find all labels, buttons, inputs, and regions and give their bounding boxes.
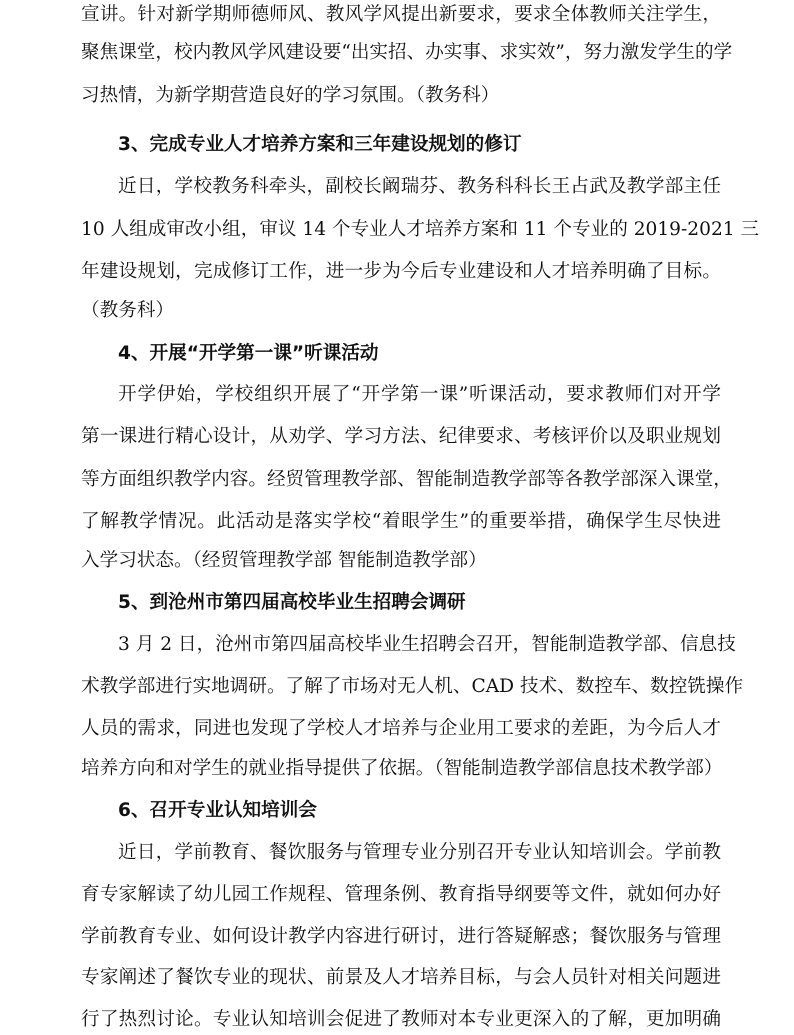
paragraph-line: 了解教学情况。此活动是落实学校“着眼学生”的重要举措，确保学生尽快进 <box>81 511 721 532</box>
paragraph-line: 等方面组织教学内容。经贸管理教学部、智能制造教学部等各教学部深入课堂， <box>81 469 732 490</box>
paragraph-line: 聚焦课堂，校内教风学风建设要“出实招、办实事、求实效”，努力激发学生的学 <box>81 42 733 63</box>
paragraph-line: 年建设规划，完成修订工作，进一步为今后专业建设和人才培养明确了目标。 <box>81 261 721 282</box>
paragraph-line: 近日，学前教育、餐饮服务与管理专业分别召开专业认知培训会。学前教 <box>118 842 721 863</box>
paragraph-line: 学前教育专业、如何设计教学内容进行研讨，进行答疑解惑；餐饮服务与管理 <box>81 926 721 947</box>
paragraph-line: 近日，学校教务科牵头，副校长阚瑞芬、教务科科长王占武及教学部主任 <box>118 176 721 197</box>
section-heading: 6、召开专业认知培训会 <box>118 800 317 821</box>
paragraph-line: 入学习状态。（经贸管理教学部 智能制造教学部） <box>81 550 487 571</box>
paragraph-line: （教务科） <box>81 300 174 321</box>
paragraph-line: 第一课进行精心设计，从劝学、学习方法、纪律要求、考核评价以及职业规划 <box>81 426 721 447</box>
paragraph-line: 术教学部进行实地调研。了解了市场对无人机、CAD 技术、数控车、数控铣操作 <box>81 676 744 697</box>
section-heading: 4、开展“开学第一课”听课活动 <box>118 343 379 364</box>
paragraph-line: 习热情，为新学期营造良好的学习氛围。（教务科） <box>81 85 500 106</box>
paragraph-line: 10 人组成审改小组，审议 14 个专业人才培养方案和 11 个专业的 2019-2021 三 <box>81 219 760 240</box>
paragraph-line: 人员的需求，同进也发现了学校人才培养与企业用工要求的差距，为今后人才 <box>81 718 721 739</box>
section-heading: 3、完成专业人才培养方案和三年建设规划的修订 <box>118 134 522 155</box>
paragraph-line: 3 月 2 日，沧州市第四届高校毕业生招聘会召开，智能制造教学部、信息技 <box>118 634 736 655</box>
paragraph-line: 开学伊始，学校组织开展了“开学第一课”听课活动，要求教师们对开学 <box>118 384 721 405</box>
paragraph-line: 专家阐述了餐饮专业的现状、前景及人才培养目标，与会人员针对相关问题进 <box>81 967 721 988</box>
paragraph-line: 宣讲。针对新学期师德师风、教风学风提出新要求，要求全体教师关注学生， <box>81 4 721 25</box>
paragraph-line: 育专家解读了幼儿园工作规程、管理条例、教育指导纲要等文件，就如何办好 <box>81 884 721 905</box>
paragraph-line: 行了热烈讨论。专业认知培训会促进了教师对本专业更深入的了解，更加明确 <box>81 1009 721 1030</box>
paragraph-line: 培养方向和对学生的就业指导提供了依据。（智能制造教学部信息技术教学部） <box>81 758 723 779</box>
section-heading: 5、到沧州市第四届高校毕业生招聘会调研 <box>118 592 466 613</box>
